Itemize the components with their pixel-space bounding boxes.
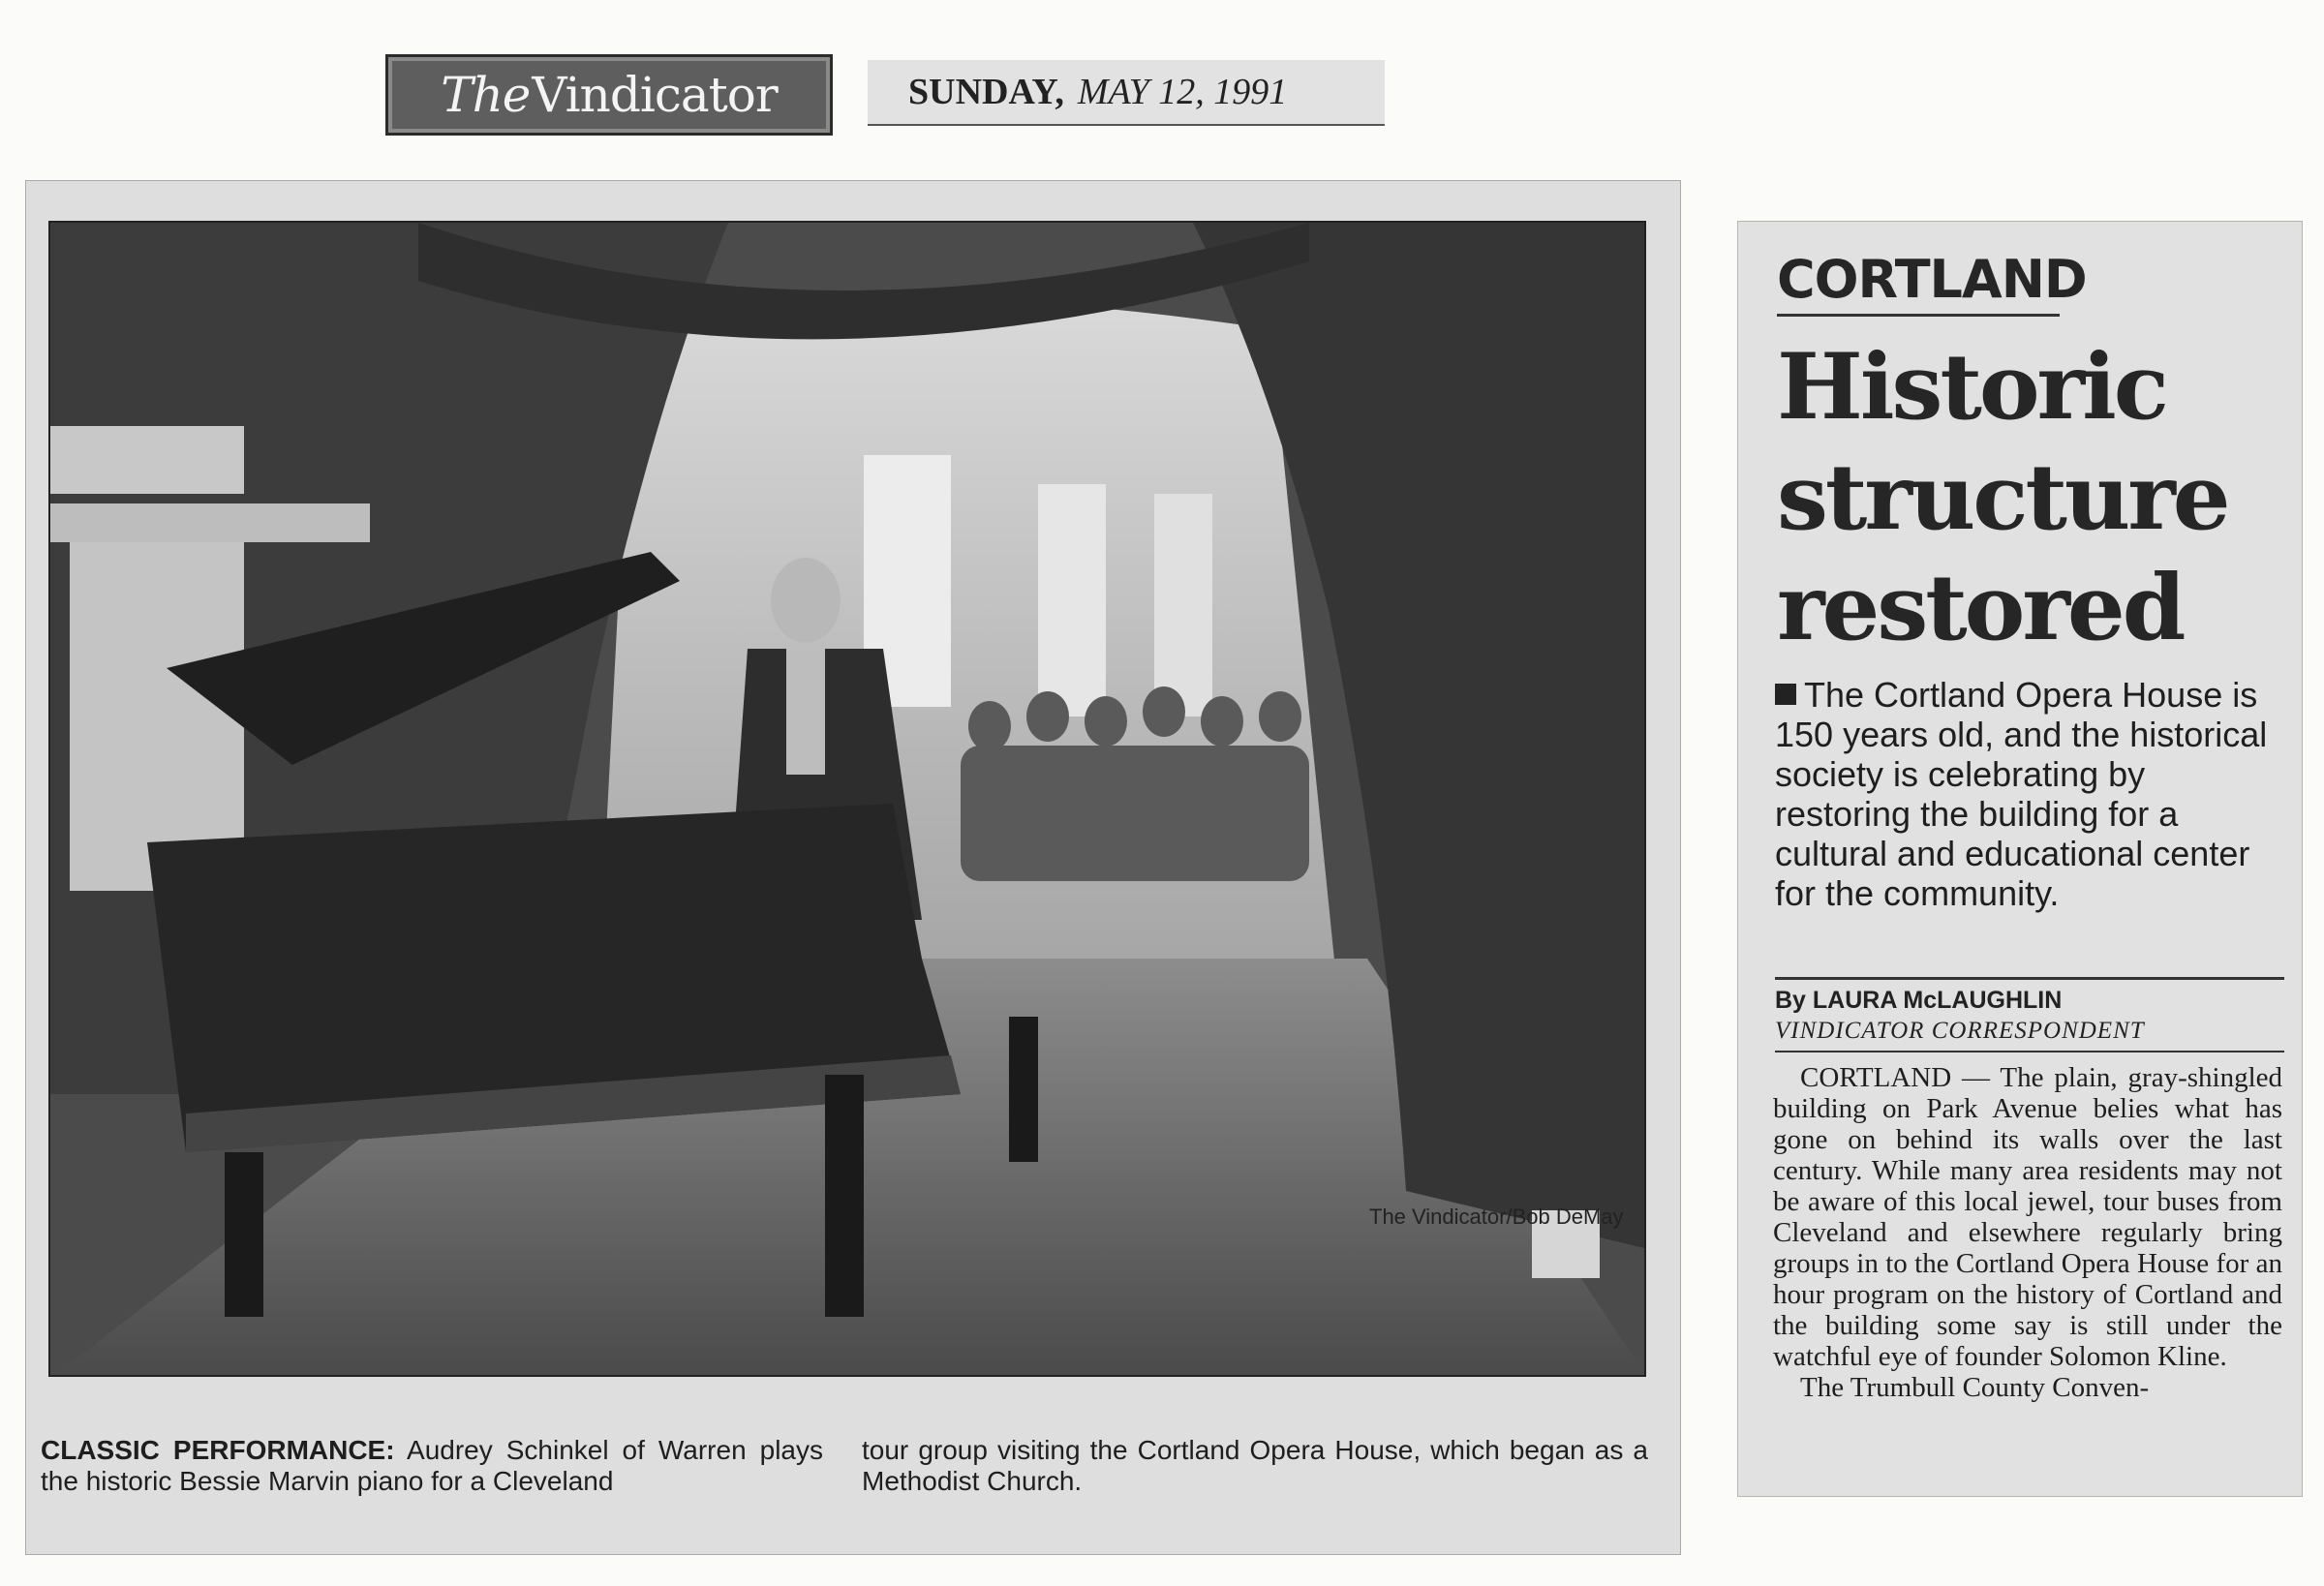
byline-rule-bottom	[1775, 1051, 2284, 1052]
article-paragraph: The Trumbull County Conven-	[1800, 1372, 2150, 1403]
byline-rule-top	[1775, 977, 2284, 980]
article-byline: By LAURA McLAUGHLIN	[1775, 987, 2063, 1014]
dateline	[868, 60, 1385, 126]
caption-lead: CLASSIC PERFORMANCE:	[41, 1435, 395, 1465]
article-deck	[1775, 675, 2280, 913]
photo-caption-left	[41, 1435, 823, 1497]
masthead-name: Vindicator	[532, 67, 778, 123]
bullet-icon	[1775, 684, 1796, 705]
article-paragraph: CORTLAND — The plain, gray-shingled building on Park Avenue belies what has gone on behind its walls over the last century. While many area residents may not be aware of this local jewel, tour buses from Cleveland and elsewhere regularly bring groups in to the Cortland Opera House for an hour program on the history of Cortland and the building some say is still under the watchful eye of founder Solomon Kline.	[1773, 1062, 2282, 1372]
caption-left-text: Audrey Schinkel of Warren plays the historic Bessie Marvin piano for a Cleveland	[41, 1435, 824, 1496]
article-clipping	[1737, 221, 2303, 1497]
dateline-date: MAY 12, 1991	[1077, 72, 1288, 112]
dateline-day: SUNDAY,	[908, 72, 1064, 112]
article-role: VINDICATOR CORRESPONDENT	[1775, 1018, 2145, 1044]
piano-photo	[48, 221, 1646, 1377]
article-deck-text: The Cortland Opera House is 150 years old, and the historical society is celebrating by restoring the building for a cultural and educational center for the community.	[1775, 675, 2268, 913]
photo-credit: The Vindicator/Bob DeMay	[1369, 1205, 1624, 1229]
article-body	[1773, 1062, 2282, 1403]
article-kicker: CORTLAND	[1777, 249, 2060, 317]
masthead-the: The	[441, 67, 531, 123]
article-headline: Historic structure restored	[1777, 334, 2228, 661]
photo-caption-right: tour group visiting the Cortland Opera House, which began as a Methodist Church.	[862, 1435, 1648, 1496]
newspaper-masthead	[385, 54, 833, 136]
